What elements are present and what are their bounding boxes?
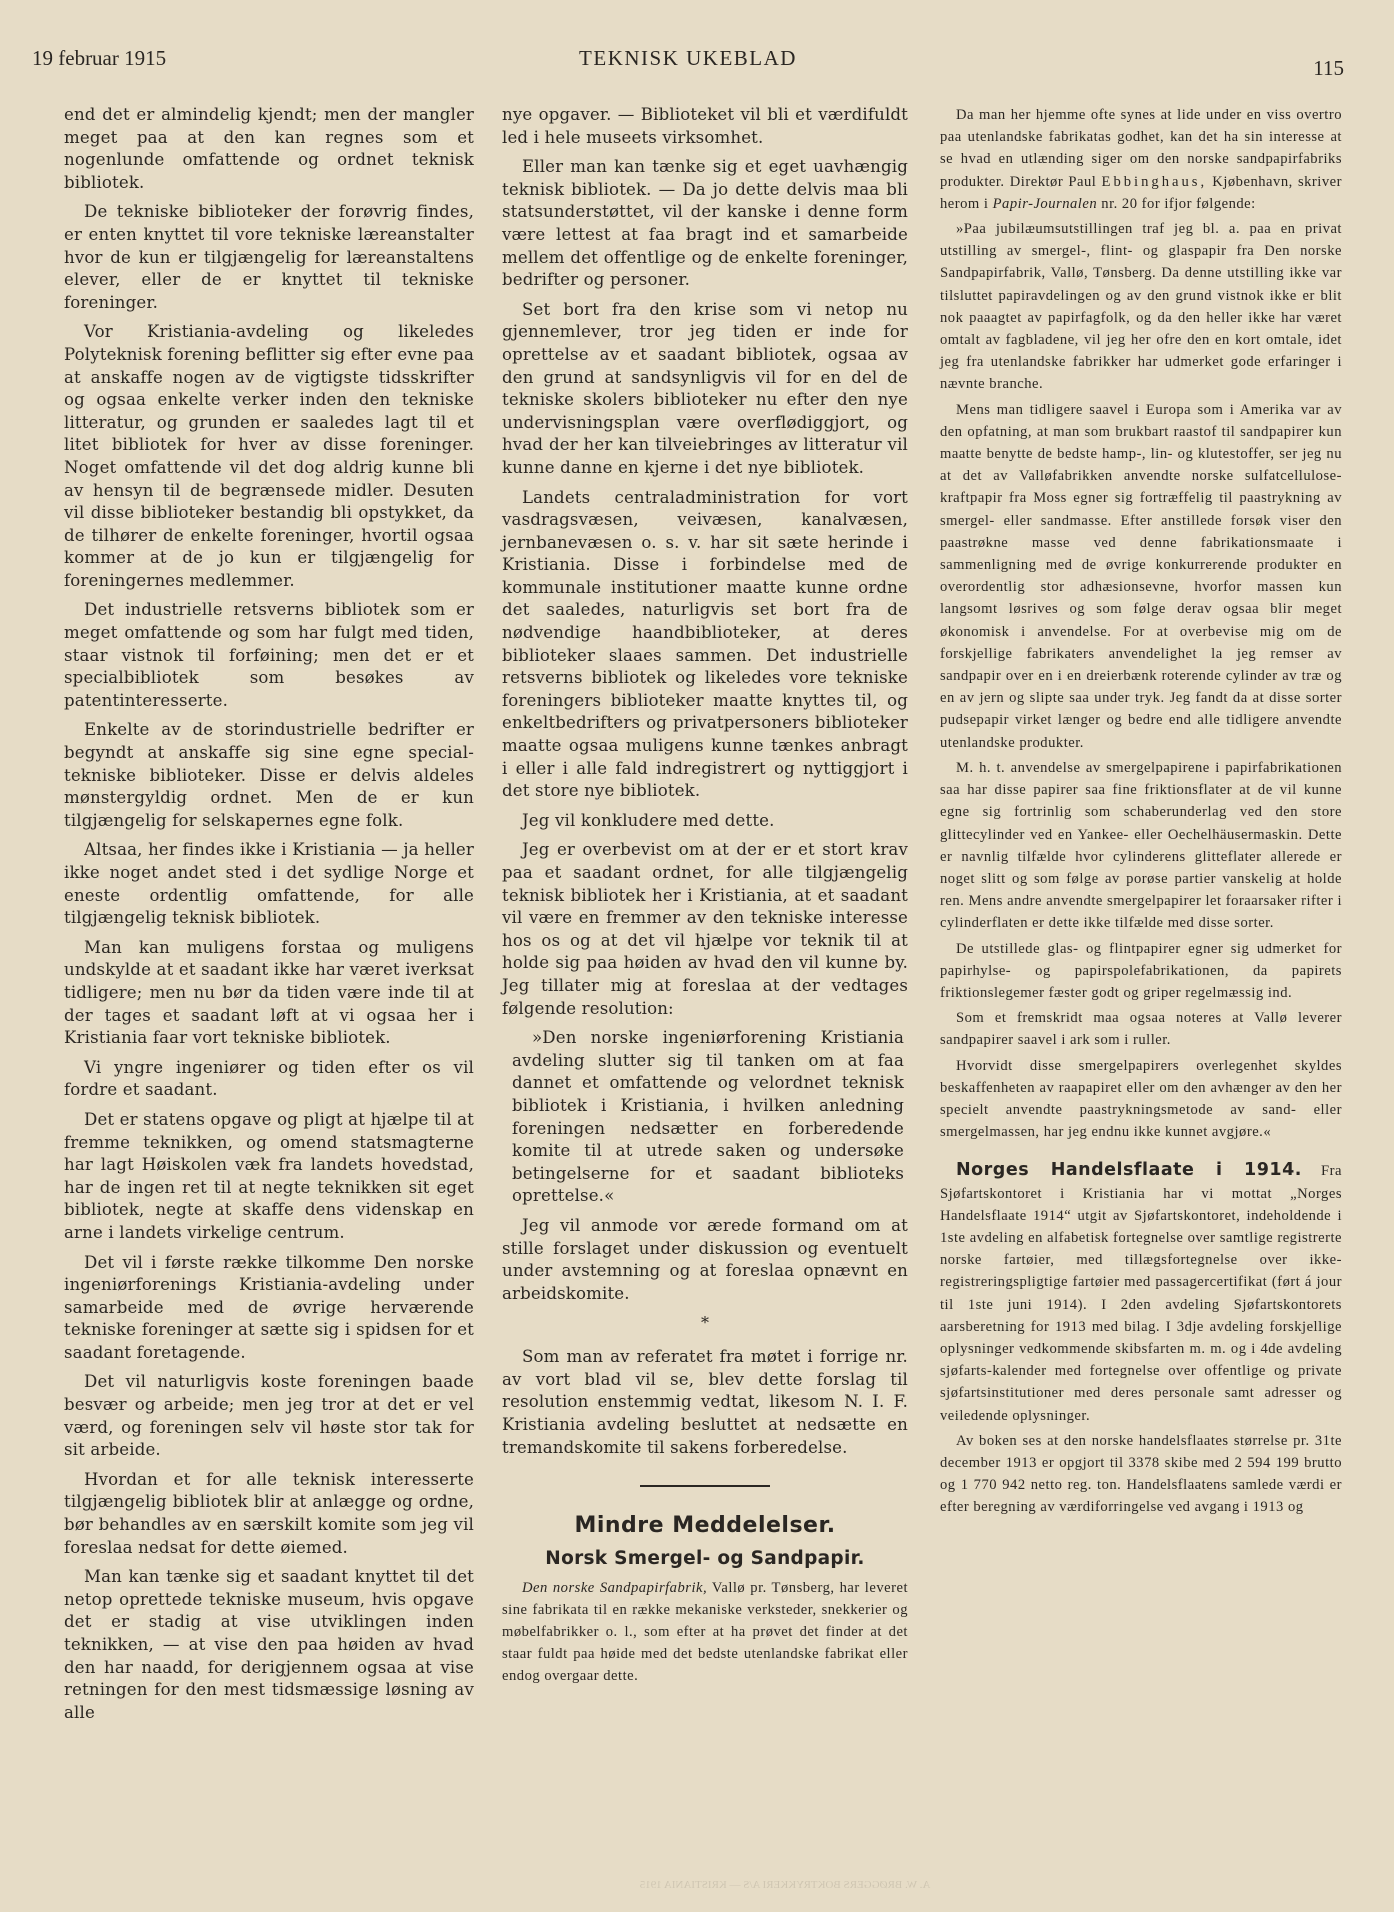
page-header: [32, 42, 1344, 82]
section-title: Mindre Meddelelser.: [574, 1513, 836, 1539]
page-number: 115: [1313, 56, 1344, 80]
text-span: Kjøbenhavn, skriver herom i: [940, 173, 1342, 212]
paragraph: Mens man tidligere saavel i Europa som i Amerika var av den opfatning, at man som brukbart raastof til sandpapirer kun maatte benytte de bedste hamp-, lin- og klutestoffer, ser jeg nu at det av Valløfabrikken anvendte norske sulfatcellulose-kraftpapir fra Moss egner sig fortræffelig til paastrykning av smergel- eller sandmasse. Efter anstillede forsøk viser den paastrøkne masse ved denne fabrikationsmaate i sammenligning med de øvrige konkurrerende produkter en overordentlig stor adhæsionsevne, hvorfor massen kun langsomt løsrives og som følge derav ogsaa blir meget økonomisk i anvendelse. For at overbevise mig om de forskjellige fabrikaters anvendelighet la jeg remser av sandpapir over en i en dreierbænk roterende cylinder av træ og en av jern og slipte saa under tryk. Jeg fandt da at disse sorter pudsepapir virket længer og bedre end alle tidligere anvendte utenlandske produkter.: [940, 401, 1342, 751]
paragraph: Det industrielle retsverns bibliotek som er meget omfattende og som har fulgt med tiden, staar vistnok til forføining; men det er et specialbibliotek som besøkes av patentinteresserte.: [64, 600, 474, 710]
section-divider: [640, 1485, 770, 1487]
paragraph: Jeg vil konkludere med dette.: [522, 810, 775, 830]
column-middle: [502, 104, 908, 1694]
paragraph: Set bort fra den krise som vi netop nu gjennemlever, tror jeg tiden er inde for oprettelse av et saadant bibliotek, ogsaa av den grund at sandsynligvis vil for en del de tekniske skolers biblioteker nu efter den nye undervisningsplan være overflødiggjort, og hvad der her kan tilveiebringes av litteratur vil kunne danne en kjerne i det nye bibliotek.: [502, 299, 908, 477]
paragraph: Landets centraladministration for vort vasdragsvæsen, veivæsen, kanalvæsen, jernbanevæsen o. s. v. har sit sæte herinde i Kristiania. Disse i forbindelse med de kommunale institutioner maatte kunne ordne det saaledes, naturligvis set bort fra de nødvendige haandbiblioteker, at deres biblioteker slaaes sammen. Det industrielle retsverns bibliotek og likeledes vore tekniske foreningers biblioteker maatte knyttes til, og enkeltbedrifters og privatpersoners biblioteker maatte ogsaa muligens kunne tænkes anbragt i eller i alle fald indregistrert og nyttiggjort i det store nye bibliotek.: [502, 487, 908, 801]
paragraph: De tekniske biblioteker der forøvrig findes, er enten knyttet til vore tekniske læreanstalter hvor de kun er tilgjængelig for læreanstaltens elever, eller de er knyttet til tekniske foreninger.: [64, 202, 474, 312]
person-name: Ebbinghaus,: [1101, 173, 1208, 190]
article-paragraph: [940, 1159, 1342, 1426]
column-right: [940, 104, 1342, 1522]
paragraph: [940, 104, 1342, 215]
paragraph: Vi yngre ingeniører og tiden efter os vil fordre et saadant.: [64, 1057, 474, 1100]
section-asterisk: *: [701, 1313, 709, 1333]
notice-text: Vallø pr. Tønsberg, har leveret sine fabrikata til en række mekaniske verksteder, snekkerier og møbelfabrikker o. l., som efter at ha prøvet det finder at det staar fuldt paa høide med det bedste utenlandske fabrikat eller endog overgaar dette.: [502, 1580, 908, 1685]
bleed-text: A. W. BRØGGERS BOKTRYKKERI A/S — KRISTIANIA 1915: [639, 1879, 931, 1890]
paragraph: Eller man kan tænke sig et eget uavhængig teknisk bibliotek. — Da jo dette delvis maa bli statsunderstøttet, vil der kanske i denne form være lettest at faa bragt ind et samarbeide mellem det offentlige og de enkelte foreninger, bedrifter og personer.: [502, 157, 908, 290]
paragraph: nye opgaver. — Biblioteket vil bli et værdifuldt led i hele museets virksomhet.: [502, 105, 908, 147]
paragraph: Det er statens opgave og pligt at hjælpe til at fremme teknikken, og omend statsmagterne har lagt Høiskolen væk fra landets hovedstad, har de ingen ret til at negte teknikken sit eget bibliotek, negte at skaffe dens videnskap en arne i landets virkelige centrum.: [64, 1109, 474, 1242]
paragraph: Som et fremskridt maa ogsaa noteres at Vallø leverer sandpapirer saavel i ark som i ruller.: [940, 1010, 1342, 1049]
text-span: Fra Sjøfartskontoret i Kristiania har vi mottat „Norges Handelsflaate 1914“ utgit av Sjøfartskontoret, indeholdende i 1ste avdeling en alfabetisk fortegnelse over samtlige registrerte norske fartøier, med tillægsfortegnelse over ikke-registreringspligtige fartøier med passagercertifikat (ført á jour til 1ste juni 1914). I 2den avdeling Sjøfartskontorets aarsberetning for 1913 med bilag. I 3dje avdeling forskjellige oplysninger vedkommende skibsfarten m. m. og i 4de avdeling sjøfarts-kalender med fortegnelse over offentlige og private sjøfartsinstitutioner med deres personale samt adresser og veiledende oplysninger.: [940, 1163, 1342, 1424]
paragraph: Det vil i første række tilkomme Den norske ingeniørforenings Kristiania-avdeling under samarbeide med de øvrige herværende tekniske foreninger at sætte sig i spidsen for et saadant foretagende.: [64, 1252, 474, 1362]
notice-paragraph: [502, 1577, 908, 1687]
article-subtitle: Norsk Smergel- og Sandpapir.: [545, 1548, 865, 1570]
text-span: nr. 20 for ifjor følgende:: [1097, 195, 1256, 212]
paragraph: Jeg er overbevist om at der er et stort krav paa et saadant ordnet, for alle tilgjængelig teknisk bibliotek her i Kristiania, at et saadant vil være en fremmer av den tekniske interesse hos os og at det vil hjælpe vor teknik til at holde sig paa høiden av hvad den vil kunne by. Jeg tillater mig at foreslaa at der vedtages følgende resolution:: [502, 840, 908, 1018]
paragraph: De utstillede glas- og flintpapirer egner sig udmerket for papirhylse- og papirspolefabrikationen, da papirets friktionslegemer fæster godt og griper regelmæssig ind.: [940, 940, 1342, 1001]
column-left: [64, 104, 474, 1731]
company-name: Den norske Sandpapirfabrik,: [522, 1580, 708, 1597]
paragraph: Av boken ses at den norske handelsflaates størrelse pr. 31te december 1913 er opgjort til 3378 skibe med 2 594 199 brutto og 1 770 942 netto reg. ton. Handelsflaatens samlede værdi er efter beregning av værdiforringelse ved avgang i 1913 og: [940, 1432, 1342, 1516]
paragraph: Som man av referatet fra møtet i forrige nr. av vort blad vil se, blev dette forslag til resolution enstemmig vedtat, likesom N. I. F. Kristiania avdeling besluttet at nedsætte en tremandskomite til sakens forberedelse.: [502, 1347, 908, 1457]
footer-bleed-through: [360, 1878, 1210, 1890]
journal-title: TEKNISK UKEBLAD: [579, 46, 797, 70]
paragraph: end det er almindelig kjendt; men der mangler meget paa at den kan regnes som et nogenlunde omfattende og ordnet teknisk bibliotek.: [64, 105, 474, 192]
paragraph: Hvorvidt disse smergelpapirers overlegenhet skyldes beskaffenheten av raapapiret eller om den avhænger av den her specielt anvendte paastrykningsmetode av sand- eller smergelmassen, har jeg endnu ikke kunnet avgjøre.«: [940, 1057, 1342, 1141]
paragraph: Man kan tænke sig et saadant knyttet til det netop oprettede tekniske museum, hvis opgave det er stadig at vise utviklingen inden teknikken, — at vise den paa høiden av hvad den har naadd, for derigjennem ogsaa at vise retningen for den mest tidsmæssige løsning av alle: [64, 1567, 474, 1722]
resolution-text: »Den norske ingeniørforening Kristiania avdeling slutter sig til tanken om at faa dannet et omfattende og velordnet teknisk bibliotek i Kristiania, i hvilken anledning foreningen nedsætter en forberedende komite til at utrede saken og undersøke betingelserne for et saadant biblioteks oprettelse.«: [512, 1028, 904, 1206]
paragraph: M. h. t. anvendelse av smergelpapirene i papirfabrikationen saa har disse papirer saa fine friktionsflater at de vil kunne egne sig fortrinlig som schaberunderlag ved den store glittecylinder ved en Yankee- eller Oechelhäusermaskin. Dette er navnlig tilfælde hvor cylinderens glitteflater allerede er noget slitt og som følge av porøse partier vanskelig at holde ren. Mens andre anvendte smergelpapirer let foraarsaker rifter i cylinderflaten er dette ikke tilfælde med disse sorter.: [940, 759, 1342, 932]
paragraph: Hvordan et for alle teknisk interesserte tilgjængelig bibliotek blir at anlægge og ordne, bør behandles av en særskilt komite som jeg vil foreslaa nedsat for dette øiemed.: [64, 1469, 474, 1557]
text-span: Da man her hjemme ofte synes at lide under en viss overtro paa utenlandske fabrikatas godhet, kan det ha sin interesse at se hvad en utlænding siger om den norske sandpapirfabriks produkter. Direktør Paul: [940, 107, 1342, 190]
paragraph: Enkelte av de storindustrielle bedrifter er begyndt at anskaffe sig sine egne special-tekniske biblioteker. Disse er delvis aldeles mønstergyldig ordnet. Men de er kun tilgjængelig for selskapernes egne folk.: [64, 720, 474, 830]
paragraph: Vor Kristiania-avdeling og likeledes Polyteknisk forening beflitter sig efter evne paa at anskaffe nogen av de vigtigste tidsskrifter og ogsaa enkelte verker inden den tekniske litteratur, og grunden er saaledes lagt til et litet bibliotek for hver av disse foreninger. Noget omfattende vil det dog aldrig kunne bli av hensyn til de begrænsede midler. Desuten vil disse biblioteker bestandig bli opstykket, da de tilhører de enkelte foreninger, hvortil ogsaa kommer at de jo kun er tilgjængelig for foreningernes medlemmer.: [64, 322, 474, 590]
journal-name: Papir-Journalen: [992, 195, 1098, 212]
paragraph: Man kan muligens forstaa og muligens undskylde at et saadant ikke har været iverksat tidligere; men nu bør da tiden være inde til at der tages et saadant løft at vi ogsaa her i Kristiania faar vort tekniske bibliotek.: [64, 937, 474, 1048]
paragraph: Det vil naturligvis koste foreningen baade besvær og arbeide; men jeg tror at det er vel værd, og foreningen selv vil høste stor tak for sit arbeide.: [64, 1372, 474, 1460]
paragraph: »Paa jubilæumsutstillingen traf jeg bl. a. paa en privat utstilling av smergel-, flint- og glaspapir fra Den norske Sandpapirfabrik, Vallø, Tønsberg. Da denne utstilling ikke var tilsluttet papiravdelingen og av den grund vistnok ikke er blit nok paaagtet av papirfagfolk, og da den heller ikke har været omtalt av fagbladene, vil jeg her ofre den en kort omtale, idet jeg fra utenlandske fabrikker har udmerket gode erfaringer i nævnte branche.: [940, 221, 1342, 393]
paragraph: Jeg vil anmode vor ærede formand om at stille forslaget under diskussion og eventuelt under avstemning og at foreslaa opnævnt en arbeidskomite.: [502, 1215, 908, 1303]
paragraph: Altsaa, her findes ikke i Kristiania — ja heller ikke noget andet sted i det sydlige Norge et eneste ordentlig omfattende, for alle tilgjængelig teknisk bibliotek.: [64, 840, 474, 928]
article-heading: Norges Handelsflaate i 1914.: [956, 1160, 1302, 1181]
issue-date: 19 februar 1915: [32, 46, 167, 70]
